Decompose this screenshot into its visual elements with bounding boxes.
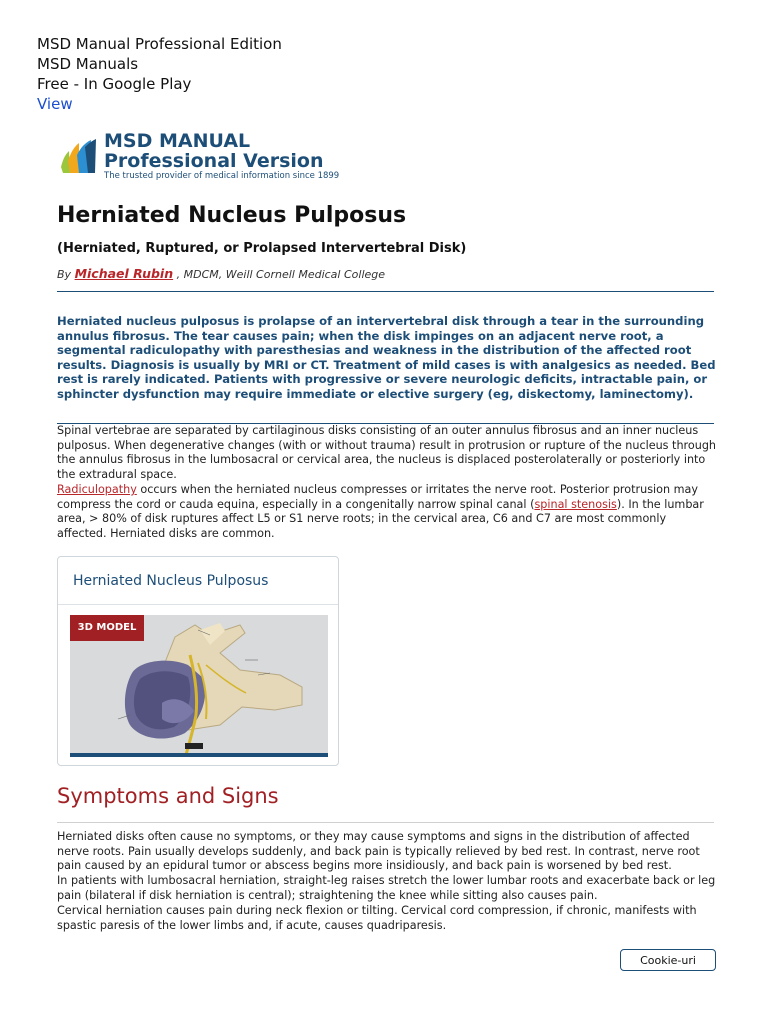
app-install-banner <box>37 34 282 114</box>
divider <box>57 822 714 823</box>
msd-manual-logo-icon <box>57 137 97 175</box>
divider <box>58 604 338 605</box>
3d-model-badge: 3D MODEL <box>70 615 144 641</box>
media-card[interactable] <box>57 556 339 766</box>
page-subtitle: (Herniated, Ruptured, or Prolapsed Intervertebral Disk) <box>57 241 467 256</box>
author-link[interactable]: Michael Rubin <box>74 266 174 281</box>
divider <box>57 291 714 292</box>
page-title: Herniated Nucleus Pulposus <box>57 203 407 228</box>
logo-tagline: The trusted provider of medical information since 1899 <box>104 171 340 181</box>
spinal-stenosis-link[interactable]: spinal stenosis <box>534 497 617 511</box>
paragraph-symptoms: Herniated disks often cause no symptoms, or they may cause symptoms and signs in the distribution of affected nerve roots. Pain usually develops suddenly, and back pain is typically relieved by bed rest. In contrast, nerve root pain caused by an epidural tumor or abscess begins more insidiously, and back pain is worsened by bed rest. <box>57 830 700 873</box>
msd-manual-logo[interactable] <box>57 131 377 185</box>
paragraph-anatomy: Spinal vertebrae are separated by cartilaginous disks consisting of an outer annulus fibrosus and an inner nucleus pulposus. When degenerative changes (with or without trauma) result in protrusion or rupture of the nucleus through the annulus fibrosus in the lumbosacral or cervical area, the nucleus is displaced posterolaterally or posteriorly into the extradural space. <box>57 424 717 481</box>
media-thumbnail[interactable] <box>70 615 328 757</box>
paragraph-lumbosacral: In patients with lumbosacral herniation, straight-leg raises stretch the lower lumbar roots and exacerbate back or leg pain (bilateral if disk herniation is central); straightening the knee while sitting also causes pain. <box>57 874 716 902</box>
app-publisher: MSD Manuals <box>37 55 139 73</box>
byline-prefix: By <box>57 268 72 281</box>
image-bottom-bar <box>70 753 328 757</box>
article-summary: Herniated nucleus pulposus is prolapse of an intervertebral disk through a tear in the surrounding annulus fibrosus. The tear causes pain; when the disk impinges on an adjacent nerve root, a segmental radiculopathy with paresthesias and weakness in the distribution of the affected root results. Diagnosis is usually by MRI or CT. Treatment of mild cases is with analgesics as needed. Bed rest is rarely indicated. Patients with progressive or severe neurologic deficits, intractable pain, or sphincter dysfunction may require immediate or elective surgery (eg, diskectomy, laminectomy). <box>57 314 716 401</box>
media-card-title: Herniated Nucleus Pulposus <box>73 573 269 589</box>
cookie-button[interactable]: Cookie-uri <box>620 949 716 971</box>
logo-title: MSD MANUAL <box>104 130 251 152</box>
paragraph-radiculopathy: Radiculopathy occurs when the herniated nucleus compresses or irritates the nerve root. Posterior protrusion may compress the cord or cauda equina, especially in a congenitally narrow spinal canal (spinal stenosis). In the lumbar area, > 80% of disk ruptures affect L5 or S1 nerve roots; in the cervical area, C6 and C7 are most commonly affected. Herniated disks are common. <box>57 483 704 540</box>
app-name: MSD Manual Professional Edition <box>37 35 282 53</box>
logo-subtitle: Professional Version <box>104 150 324 172</box>
section-heading: Symptoms and Signs <box>57 784 279 808</box>
author-affiliation: , MDCM, Weill Cornell Medical College <box>176 268 386 281</box>
paragraph-cervical: Cervical herniation causes pain during neck flexion or tilting. Cervical cord compression, if chronic, manifests with spastic paresis of the lower limbs and, if acute, causes quadriparesis. <box>57 904 697 932</box>
radiculopathy-link[interactable]: Radiculopathy <box>57 483 137 496</box>
byline <box>57 265 385 284</box>
app-price: Free - In Google Play <box>37 75 192 93</box>
view-app-link[interactable]: View <box>37 95 73 113</box>
